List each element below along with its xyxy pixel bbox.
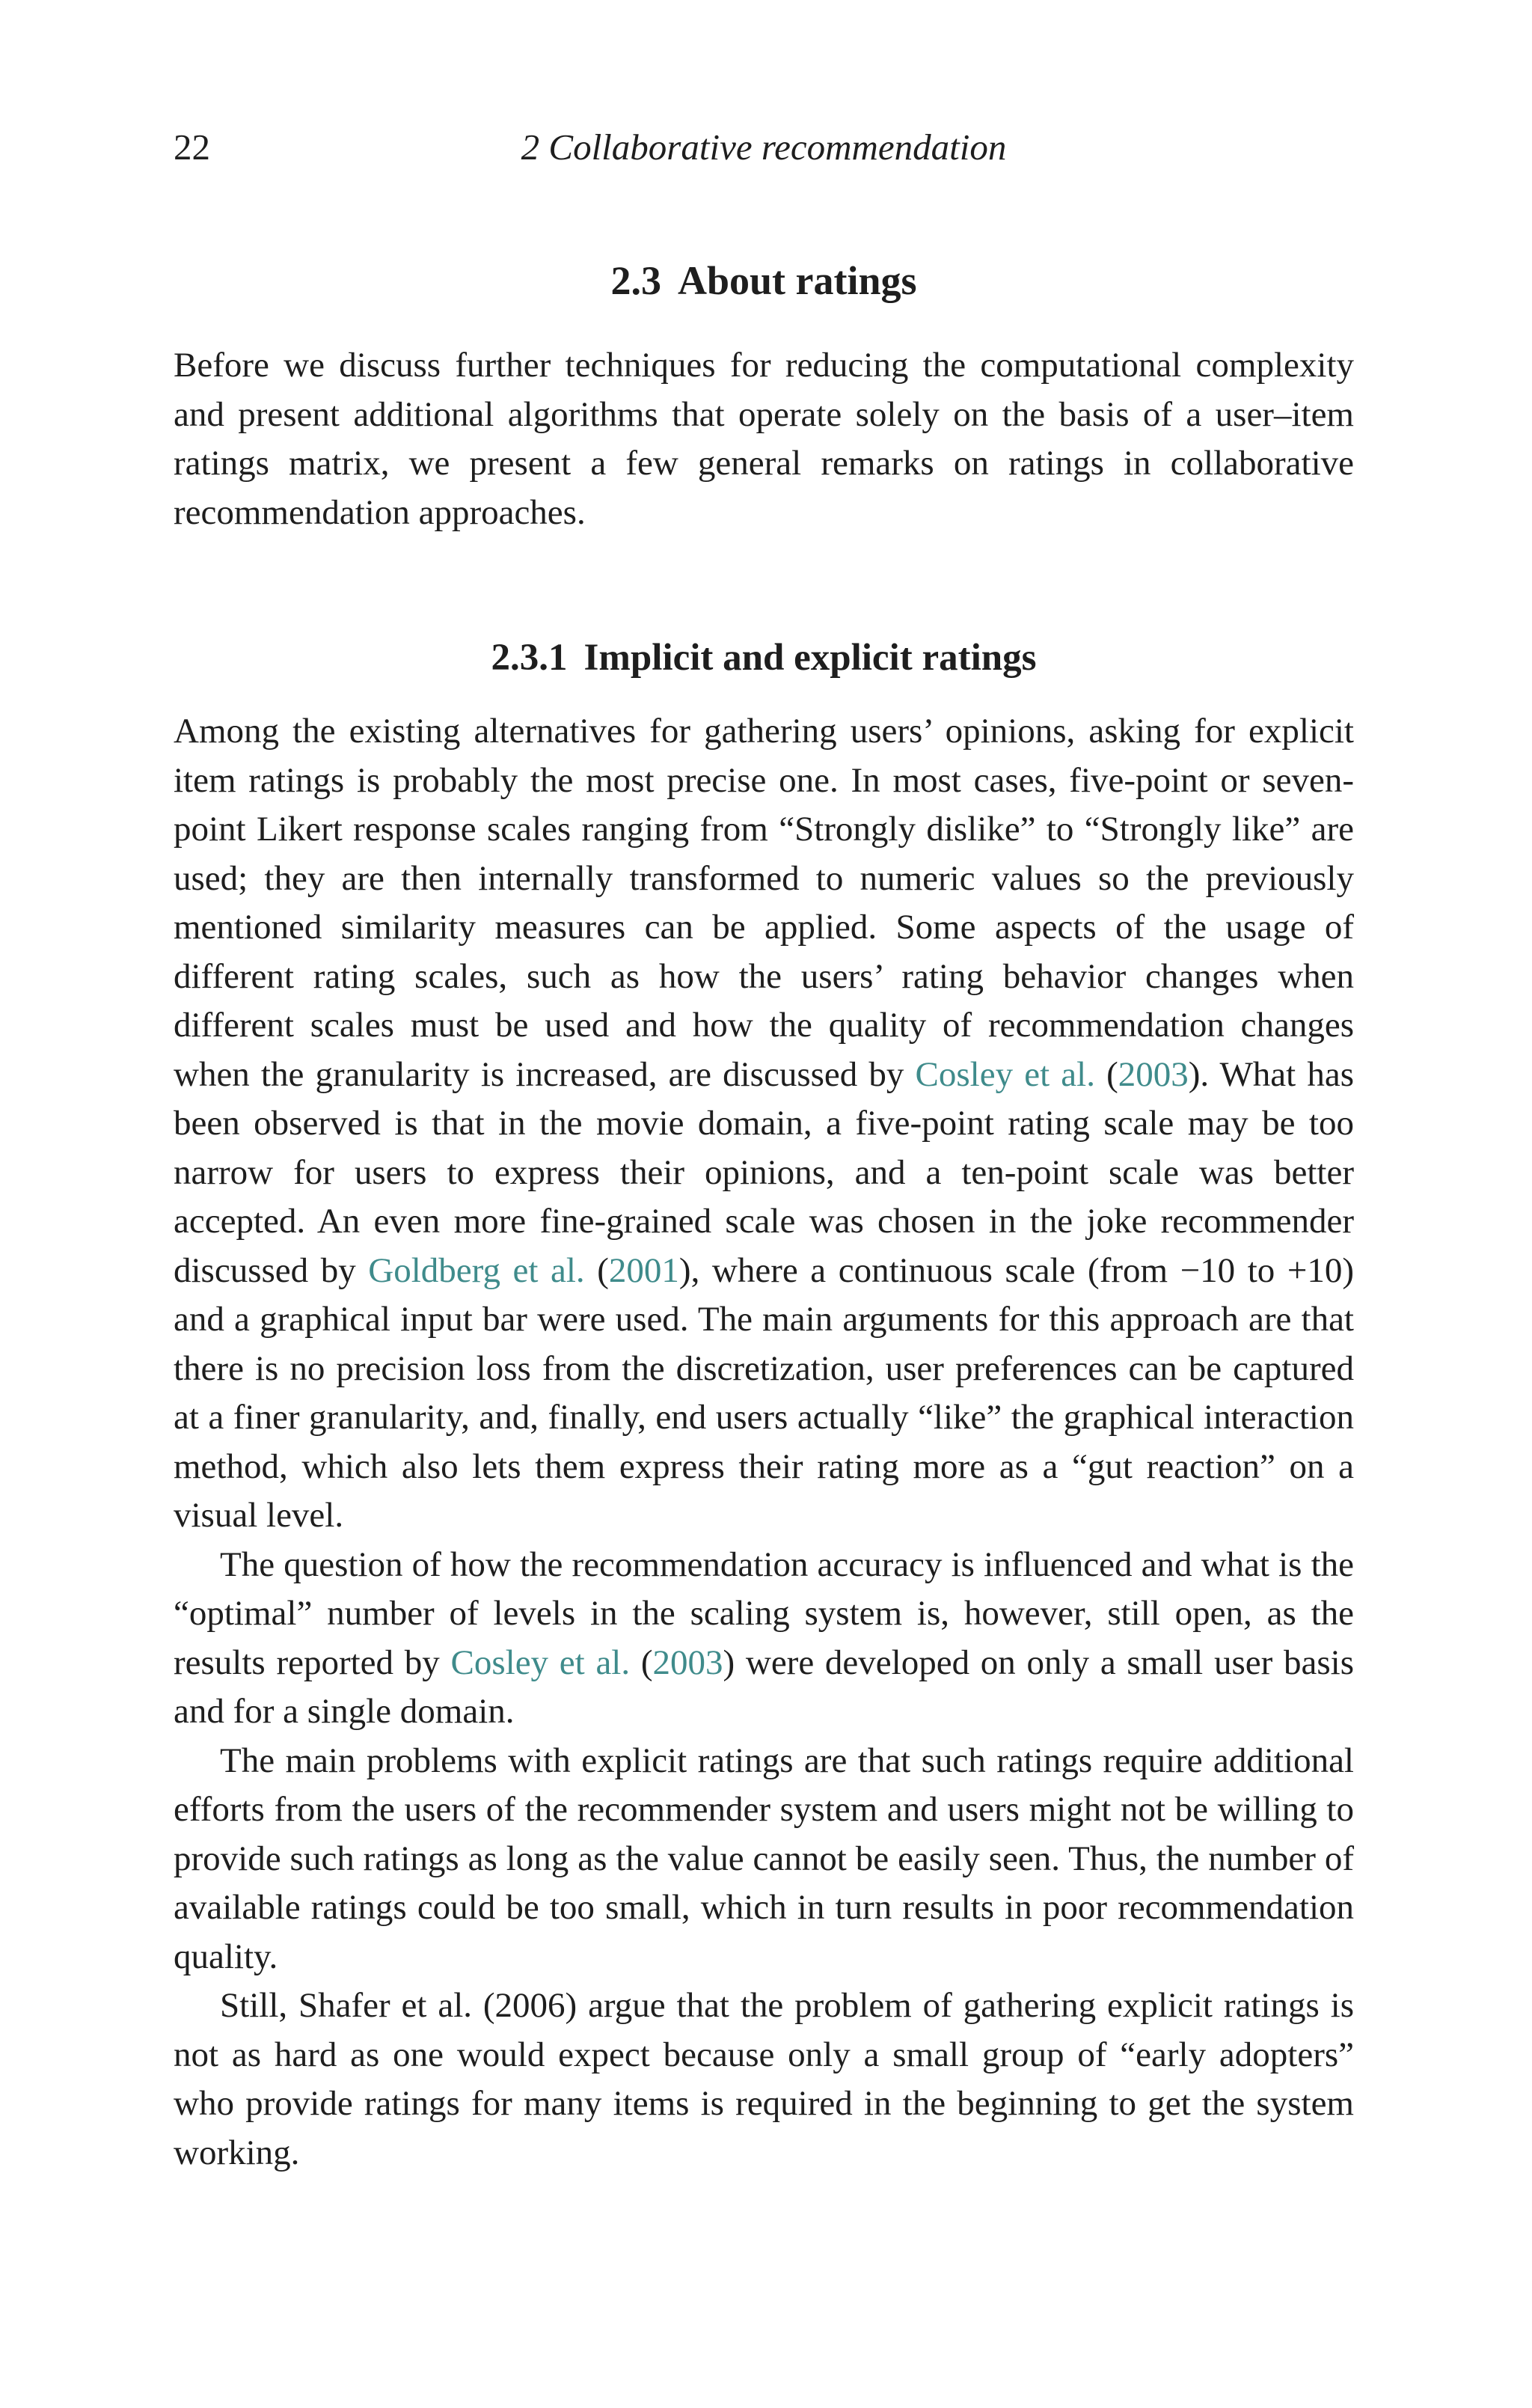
subsection-title: Implicit and explicit ratings bbox=[583, 637, 1037, 679]
paragraph-1-text-c: ), where a continuous scale (from −10 to +10) and a graphical input bar were used. The main arguments for this approach are that there is no precision loss from the discretization, user preferences can be captured at a finer granularity, and, finally, end users actually “like” the graphical interaction method, which also lets them express their rating more as a “gut reaction” on a visual level. bbox=[174, 1250, 1354, 1535]
citation-year-link-cosley-2[interactable]: 2003 bbox=[652, 1642, 723, 1682]
paragraph-1: Among the existing alternatives for gathering users’ opinions, asking for explicit item ratings is probably the most precise one. In most cases, five-point or seven-point Likert response scales ranging from “Strongly dislike” to “Strongly like” are used; they are then internally transformed to numeric values so the previously mentioned similarity measures can be applied. Some aspects of the usage of different rating scales, such as how the users’ rating behavior changes when different scales must be used and how the quality of recommendation changes when the granularity is increased, are discussed by Cosley et al. (2003). What has been observed is that in the movie domain, a five-point rating scale may be too narrow for users to express their opinions, and a ten-point scale was better accepted. An even more fine-grained scale was chosen in the joke recommender discussed by Goldberg et al. (2001), where a continuous scale (from −10 to +10) and a graphical input bar were used. The main arguments for this approach are that there is no precision loss from the discretization, user preferences can be captured at a finer granularity, and, finally, end users actually “like” the graphical interaction method, which also lets them express their rating more as a “gut reaction” on a visual level. bbox=[174, 712, 1355, 1535]
paragraph-1-text-b: ). What has been observed is that in the movie domain, a five-point rating scale may be too narrow for users to express their opinions, and a ten-point scale was better accepted. An even more fine-grained scale was chosen in the joke recommender discussed by bbox=[174, 1054, 1355, 1290]
paragraph-2-text-b: ) were developed on only a small user basis and for a single domain. bbox=[174, 1642, 1355, 1731]
citation-year-link-cosley[interactable]: 2003 bbox=[1118, 1054, 1189, 1094]
section-intro bbox=[174, 341, 1354, 537]
paragraph-4: Still, Shafer et al. (2006) argue that the problem of gathering explicit ratings is not as hard as one would expect because only a small group of “early adopters” who provide ratings for many items is required in the beginning to get the system working. bbox=[174, 1986, 1354, 2172]
paragraph-2: The question of how the recommendation accuracy is influenced and what is the “optimal” number of levels in the scaling system is, however, still open, as the results reported by Cosley et al. (2003) were developed on only a small user basis and for a single domain. bbox=[174, 1544, 1355, 1731]
section-title: About ratings bbox=[677, 258, 917, 303]
section-number: 2.3 bbox=[610, 258, 661, 303]
chapter-title: 2 Collaborative recommendation bbox=[521, 126, 1007, 168]
citation-link-cosley-2[interactable]: Cosley et al. bbox=[450, 1642, 631, 1682]
paragraph-3: The main problems with explicit ratings are that such ratings require additional efforts from the users of the recommender system and users might not be willing to provide such ratings as long as the value cannot be easily seen. Thus, the number of available ratings could be too small, which in turn results in poor recommendation quality. bbox=[174, 1741, 1354, 1976]
section-heading bbox=[174, 257, 1354, 304]
subsection-number: 2.3.1 bbox=[491, 637, 568, 679]
running-head bbox=[174, 126, 1354, 174]
citation-link-goldberg[interactable]: Goldberg et al. bbox=[368, 1250, 585, 1290]
citation-year-link-goldberg[interactable]: 2001 bbox=[608, 1250, 679, 1290]
page-number: 22 bbox=[174, 126, 210, 168]
paragraph-2-text-a: The question of how the recommendation accuracy is influenced and what is the “optimal” number of levels in the scaling system is, however, still open, as the results reported by bbox=[174, 1544, 1354, 1682]
paragraph-1-text-a: Among the existing alternatives for gathering users’ opinions, asking for explicit item ratings is probably the most precise one. In most cases, five-point or seven-point Likert response scales ranging from “Strongly dislike” to “Strongly like” are used; they are then internally transformed to numeric values so the previously mentioned similarity measures can be applied. Some aspects of the usage of different rating scales, such as how the users’ rating behavior changes when different scales must be used and how the quality of recommendation changes when the granularity is increased, are discussed by bbox=[174, 712, 1354, 1094]
subsection-heading bbox=[174, 636, 1354, 679]
citation-link-cosley[interactable]: Cosley et al. bbox=[915, 1054, 1095, 1094]
subsection-body bbox=[174, 707, 1354, 2178]
intro-paragraph: Before we discuss further techniques for reducing the computational complexity and present additional algorithms that operate solely on the basis of a user–item ratings matrix, we present a few general remarks on ratings in collaborative recommendation approaches. bbox=[174, 346, 1354, 532]
